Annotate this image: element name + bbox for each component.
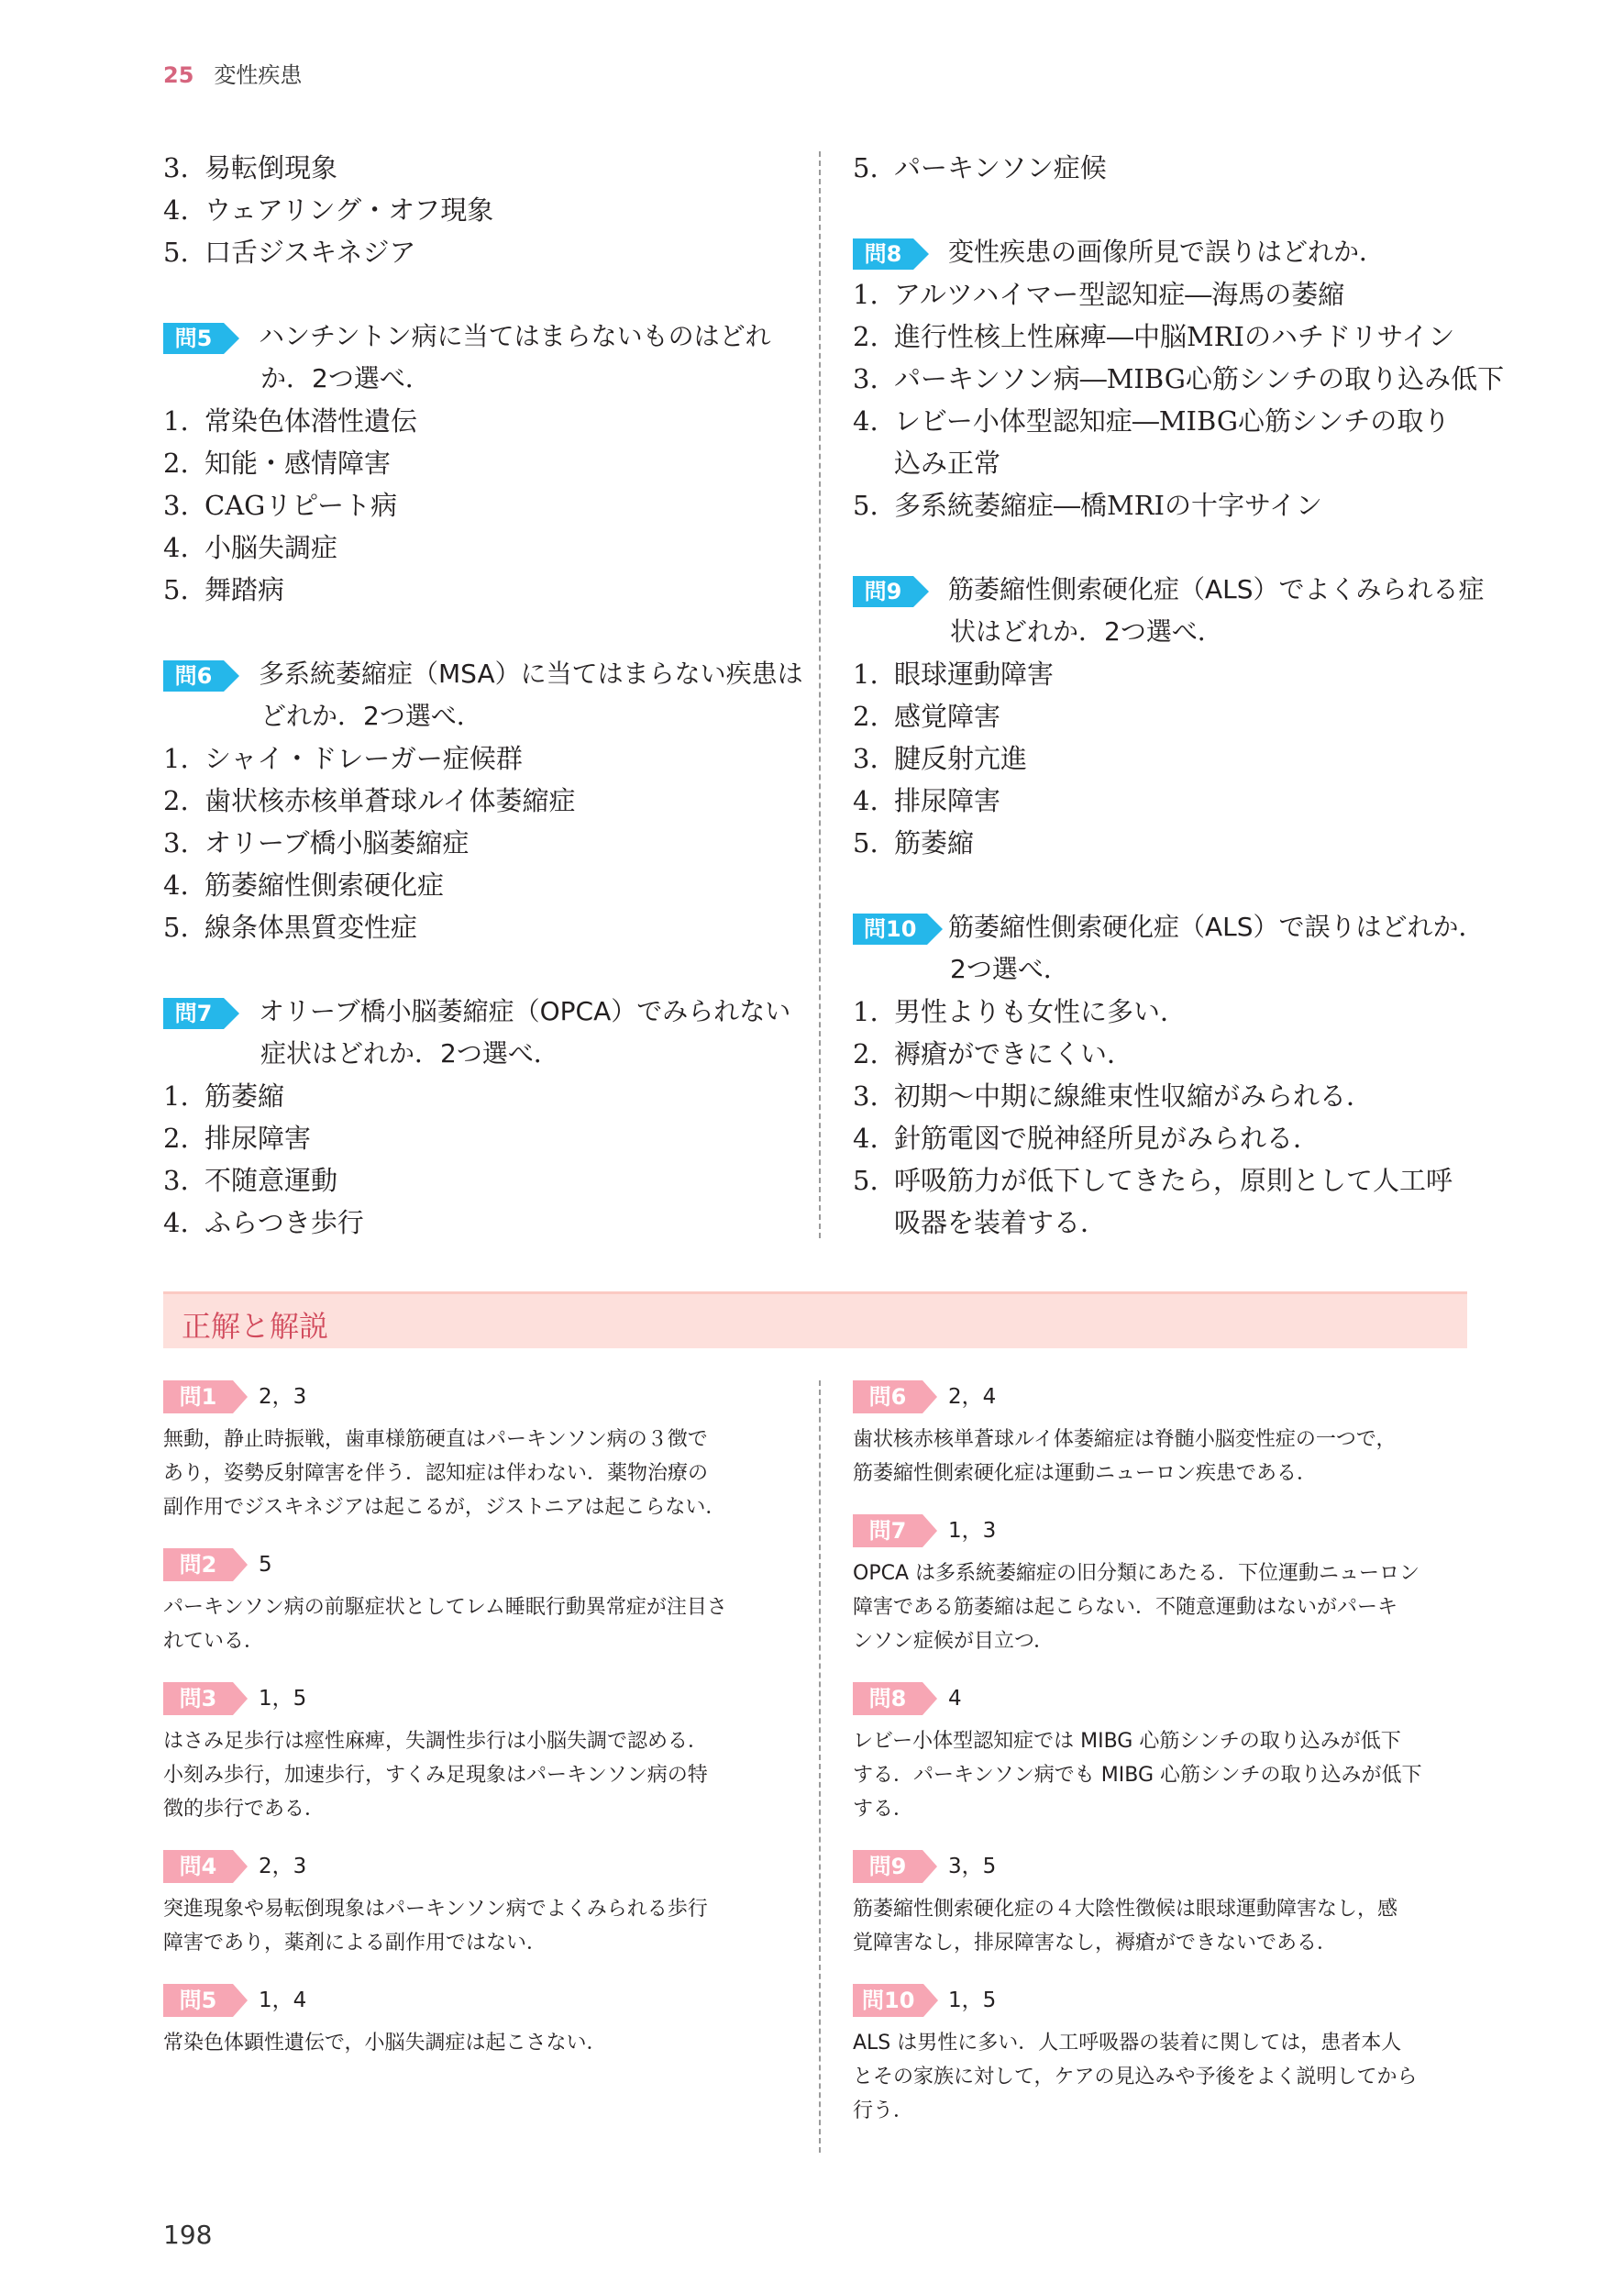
questions-right-column xyxy=(853,147,1505,1244)
option: 1. 眼球運動障害 xyxy=(853,659,1055,690)
option: 3. CAGリピート病 xyxy=(163,490,398,521)
answer-value: 2，3 xyxy=(259,1385,307,1409)
option: 2. 感覚障害 xyxy=(853,701,1001,732)
answer-badge: 問7 xyxy=(853,1514,922,1547)
option: 1. 男性よりも女性に多い． xyxy=(853,996,1188,1027)
chapter-number: 25 xyxy=(163,62,194,88)
option: 4. レビー小体型認知症―MIBG心筋シンチの取り xyxy=(853,405,1451,437)
option: 5. パーキンソン症候 xyxy=(853,152,1107,183)
question-badge: 問6 xyxy=(163,660,224,692)
answer-5 xyxy=(163,1984,787,2060)
answer-value: 2，3 xyxy=(259,1855,307,1878)
option: 5. 筋萎縮 xyxy=(853,827,975,858)
answer-badge: 問10 xyxy=(853,1984,923,2017)
answer-explanation: 常染色体顕性遺伝で，小脳失調症は起こさない． xyxy=(163,2032,607,2055)
answer-8 xyxy=(853,1682,1476,1826)
answer-value: 1，5 xyxy=(259,1687,307,1711)
page-number: 198 xyxy=(163,2220,213,2250)
question-badge: 問8 xyxy=(853,238,913,270)
answer-badge: 問4 xyxy=(163,1850,233,1883)
option: 3. パーキンソン病―MIBG心筋シンチの取り込み低下 xyxy=(853,363,1505,394)
answers-title: 正解と解説 xyxy=(182,1309,329,1344)
option: 3. 初期〜中期に線維束性収縮がみられる． xyxy=(853,1080,1374,1112)
answer-explanation: OPCA は多系統萎縮症の旧分類にあたる．下位運動ニューロン 障害である筋萎縮は起こらない．不随意運動はないがパーキ ンソン症候が目立つ． xyxy=(853,1562,1420,1653)
question-text: 変性疾患の画像所見で誤りはどれか． xyxy=(948,237,1386,267)
option: 2. 排尿障害 xyxy=(163,1123,312,1154)
answer-explanation: 筋萎縮性側索硬化症の４大陰性徴候は眼球運動障害なし，感 覚障害なし，排尿障害なし，褥瘡ができないである． xyxy=(853,1898,1398,1955)
answer-7 xyxy=(853,1514,1476,1658)
option: 3. 腱反射亢進 xyxy=(853,743,1028,774)
answer-explanation: はさみ足歩行は痙性麻痺，失調性歩行は小脳失調で認める． 小刻み歩行，加速歩行，すくみ足現象はパーキンソン病の特 徴的歩行である． xyxy=(163,1730,709,1821)
option: 4. 排尿障害 xyxy=(853,785,1001,816)
question-7 xyxy=(163,991,791,1075)
answer-explanation: レビー小体型認知症では MIBG 心筋シンチの取り込みが低下 する．パーキンソン病でも MIBG 心筋シンチの取り込みが低下 する． xyxy=(853,1730,1422,1821)
option: 4. ウェアリング・オフ現象 xyxy=(163,194,494,226)
answer-10 xyxy=(853,1984,1476,2128)
option-continuation: 込み正常 xyxy=(894,448,1001,479)
answer-2 xyxy=(163,1548,787,1658)
option: 5. 多系統萎縮症―橋MRIの十字サイン xyxy=(853,490,1322,521)
answer-badge: 問5 xyxy=(163,1984,233,2017)
answer-1 xyxy=(163,1380,787,1524)
question-text: 筋萎縮性側索硬化症（ALS）でよくみられる症 状はどれか．2つ選べ． xyxy=(948,574,1485,647)
option: 1. 常染色体潜性遺伝 xyxy=(163,405,418,437)
question-10 xyxy=(853,906,1485,991)
question-text: 多系統萎縮症（MSA）に当てはまらない疾患は どれか．2つ選べ． xyxy=(259,659,803,731)
answer-badge: 問6 xyxy=(853,1380,922,1413)
option: 5. 舞踏病 xyxy=(163,574,285,605)
answer-value: 1，5 xyxy=(948,1988,997,2012)
answers-right-column xyxy=(853,1380,1476,2152)
option: 3. 易転倒現象 xyxy=(163,152,338,183)
option: 5. 呼吸筋力が低下してきたら，原則として人工呼 xyxy=(853,1165,1453,1196)
column-divider-questions xyxy=(819,151,821,1238)
answer-value: 2，4 xyxy=(948,1385,997,1409)
answer-value: 1，3 xyxy=(948,1519,997,1543)
answer-6 xyxy=(853,1380,1476,1490)
option: 2. 知能・感情障害 xyxy=(163,448,392,479)
question-text: ハンチントン病に当てはまらないものはどれ か．2つ選べ． xyxy=(259,321,771,393)
running-header xyxy=(163,57,302,89)
option: 4. 針筋電図で脱神経所見がみられる． xyxy=(853,1123,1320,1154)
answer-value: 1，4 xyxy=(259,1988,307,2012)
answer-value: 3，5 xyxy=(948,1855,997,1878)
question-5 xyxy=(163,316,787,400)
answer-badge: 問9 xyxy=(853,1850,922,1883)
option: 4. 小脳失調症 xyxy=(163,532,338,563)
question-8 xyxy=(853,231,1476,273)
answer-badge: 問8 xyxy=(853,1682,922,1715)
question-badge: 問7 xyxy=(163,998,224,1029)
question-badge: 問10 xyxy=(853,914,927,945)
option: 5. 線条体黒質変性症 xyxy=(163,912,418,943)
option: 2. 進行性核上性麻痺―中脳MRIのハチドリサイン xyxy=(853,321,1455,352)
question-6 xyxy=(163,653,803,737)
answers-title-bar xyxy=(163,1291,1467,1348)
answer-value: 5 xyxy=(259,1553,272,1577)
question-badge: 問9 xyxy=(853,576,913,607)
answer-explanation: ALS は男性に多い．人工呼吸器の装着に関しては，患者本人 とその家族に対して，ケアの見込みや予後をよく説明してから 行う． xyxy=(853,2032,1418,2122)
answer-value: 4 xyxy=(948,1687,962,1711)
column-divider-answers xyxy=(819,1380,821,2153)
option: 2. 褥瘡ができにくい． xyxy=(853,1038,1134,1069)
answers-left-column xyxy=(163,1380,787,2084)
question-9 xyxy=(853,569,1485,653)
chapter-title: 変性疾患 xyxy=(214,62,303,88)
answer-explanation: パーキンソン病の前駆症状としてレム睡眠行動異常症が注目さ れている． xyxy=(163,1596,727,1653)
answer-9 xyxy=(853,1850,1476,1960)
option: 2. 歯状核赤核単蒼球ルイ体萎縮症 xyxy=(163,785,576,816)
option-continuation: 吸器を装着する． xyxy=(894,1207,1108,1238)
option: 3. オリーブ橋小脳萎縮症 xyxy=(163,827,470,858)
answer-badge: 問3 xyxy=(163,1682,233,1715)
option: 1. 筋萎縮 xyxy=(163,1080,285,1112)
answer-badge: 問1 xyxy=(163,1380,233,1413)
question-badge: 問5 xyxy=(163,323,224,354)
option: 5. 口舌ジスキネジア xyxy=(163,237,416,268)
question-text: 筋萎縮性側索硬化症（ALS）で誤りはどれか． 2つ選べ． xyxy=(948,912,1485,984)
answer-badge: 問2 xyxy=(163,1548,233,1581)
option: 4. 筋萎縮性側索硬化症 xyxy=(163,870,445,901)
answer-4 xyxy=(163,1850,787,1960)
question-text: オリーブ橋小脳萎縮症（OPCA）でみられない 症状はどれか．2つ選べ． xyxy=(259,996,791,1069)
option: 3. 不随意運動 xyxy=(163,1165,338,1196)
answer-explanation: 無動，静止時振戦，歯車様筋硬直はパーキンソン病の３徴で あり，姿勢反射障害を伴う．認知症は伴わない．薬物治療の 副作用でジスキネジアは起こるが，ジストニアは起こらない． xyxy=(163,1428,726,1519)
option: 1. アルツハイマー型認知症―海馬の萎縮 xyxy=(853,279,1345,310)
questions-left-column xyxy=(163,147,803,1244)
option: 1. シャイ・ドレーガー症候群 xyxy=(163,743,523,774)
answer-explanation: 歯状核赤核単蒼球ルイ体萎縮症は脊髄小脳変性症の一つで， 筋萎縮性側索硬化症は運動ニューロン疾患である． xyxy=(853,1428,1397,1485)
answer-3 xyxy=(163,1682,787,1826)
option: 4. ふらつき歩行 xyxy=(163,1207,364,1238)
answer-explanation: 突進現象や易転倒現象はパーキンソン病でよくみられる歩行 障害であり，薬剤による副作用ではない． xyxy=(163,1898,708,1955)
